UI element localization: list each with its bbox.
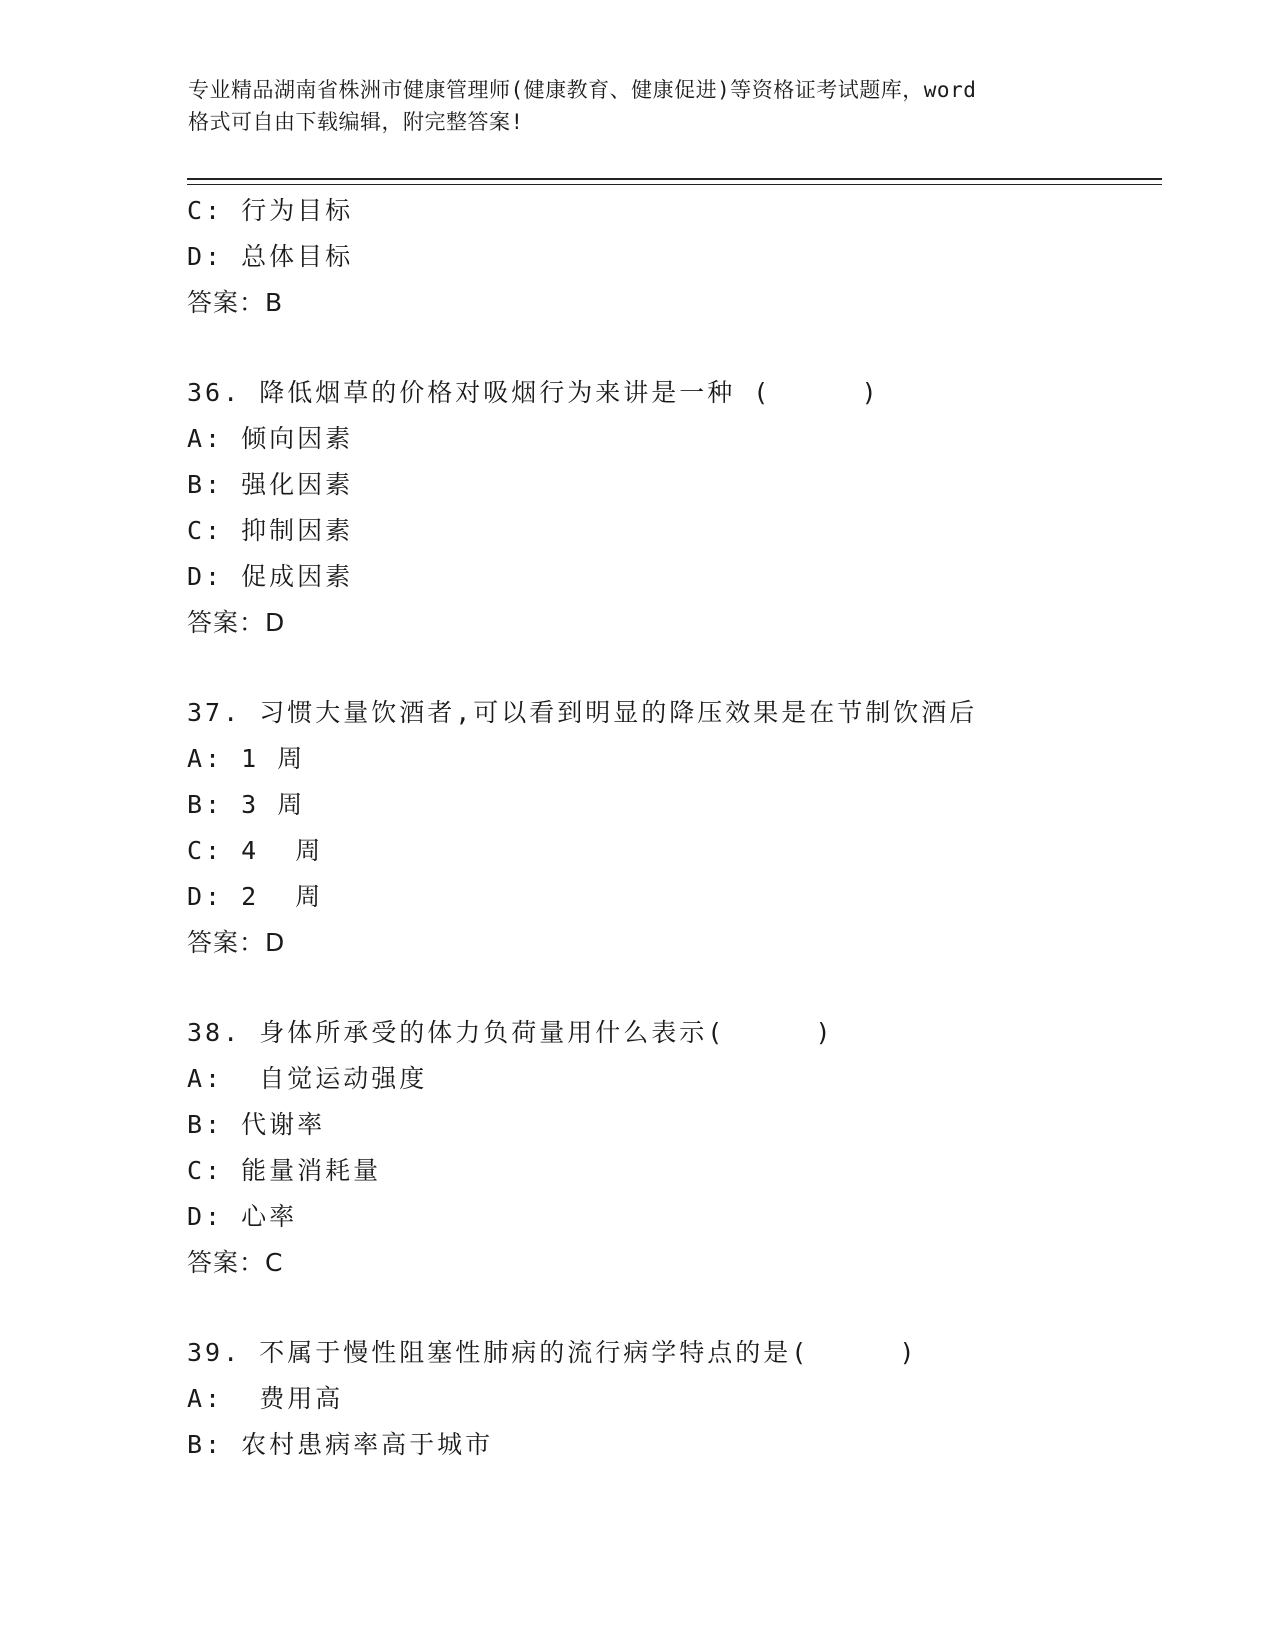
- question-text: 37. 习惯大量饮酒者,可以看到明显的降压效果是在节制饮酒后: [187, 698, 978, 727]
- question-35: [187, 188, 1162, 326]
- option-a: A: 费用高: [187, 1384, 344, 1413]
- option-b: B: 代谢率: [187, 1110, 326, 1139]
- option-c: C: 行为目标: [187, 196, 354, 225]
- question-37: [187, 690, 1162, 966]
- question-36: [187, 370, 1162, 646]
- question-38: [187, 1010, 1162, 1286]
- header-line-2: 格式可自由下载编辑，附完整答案!: [188, 110, 524, 134]
- answer: 答案：C: [187, 1248, 284, 1277]
- question-list: [187, 188, 1162, 1468]
- option-d: D: 心率: [187, 1202, 298, 1231]
- option-b: B: 强化因素: [187, 470, 354, 499]
- option-d: D: 总体目标: [187, 242, 354, 271]
- option-d: D: 促成因素: [187, 562, 354, 591]
- answer: 答案：B: [187, 288, 284, 317]
- header-line-1: 专业精品湖南省株洲市健康管理师(健康教育、健康促进)等资格证考试题库，word: [188, 78, 977, 102]
- option-a: A: 倾向因素: [187, 424, 354, 453]
- answer: 答案：D: [187, 928, 286, 957]
- question-text: 39. 不属于慢性阻塞性肺病的流行病学特点的是( ): [187, 1338, 918, 1367]
- option-c: C: 4 周: [187, 836, 324, 865]
- option-a: A: 自觉运动强度: [187, 1064, 428, 1093]
- header-divider: [187, 178, 1162, 185]
- page-header: [188, 74, 1108, 138]
- option-b: B: 3 周: [187, 790, 306, 819]
- option-a: A: 1 周: [187, 744, 306, 773]
- question-text: 38. 身体所承受的体力负荷量用什么表示( ): [187, 1018, 834, 1047]
- option-d: D: 2 周: [187, 882, 324, 911]
- question-39: [187, 1330, 1162, 1468]
- question-text: 36. 降低烟草的价格对吸烟行为来讲是一种 ( ): [187, 378, 880, 407]
- option-c: C: 能量消耗量: [187, 1156, 382, 1185]
- option-c: C: 抑制因素: [187, 516, 354, 545]
- answer: 答案：D: [187, 608, 286, 637]
- option-b: B: 农村患病率高于城市: [187, 1430, 494, 1459]
